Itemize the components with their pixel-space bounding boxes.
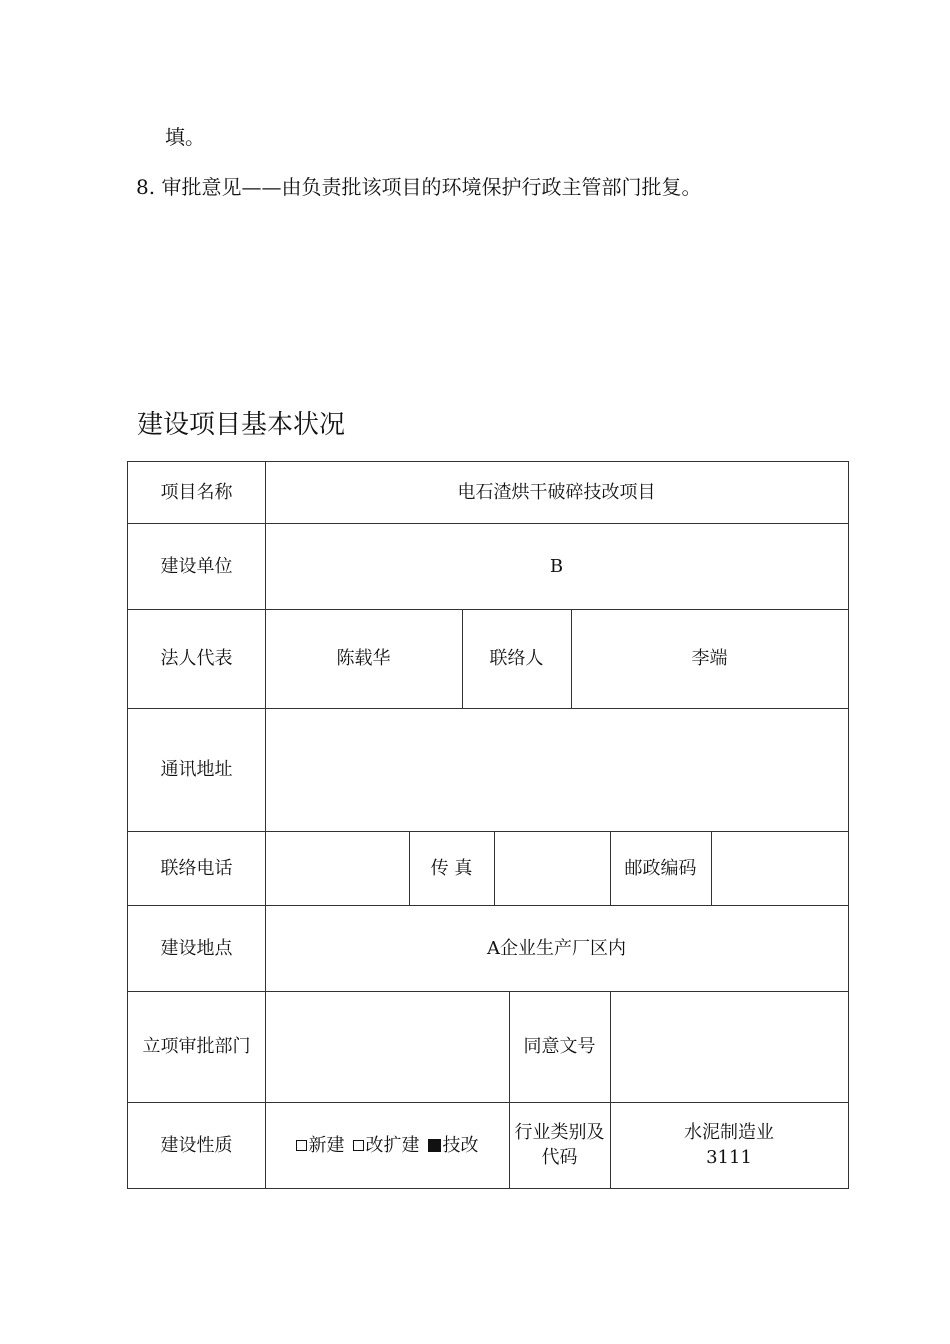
checkbox-icon xyxy=(296,1140,307,1151)
nature-option-expand[interactable] xyxy=(353,1133,420,1158)
postcode-label: 邮政编码 xyxy=(624,857,697,879)
postcode-value xyxy=(711,831,848,905)
contact-value: 李端 xyxy=(691,648,728,669)
nature-options xyxy=(265,1102,509,1188)
approval-dept-value xyxy=(265,991,509,1102)
nature-option-tech[interactable] xyxy=(428,1133,479,1158)
builder-label: 建设单位 xyxy=(160,555,233,577)
site-label: 建设地点 xyxy=(160,937,233,959)
builder-value: B xyxy=(549,555,564,577)
paragraph-approval-note: 8. 审批意见——由负责批该项目的环境保护行政主管部门批复。 xyxy=(136,175,702,199)
legal-rep-label: 法人代表 xyxy=(160,648,233,669)
industry-value-line1: 水泥制造业 xyxy=(684,1122,774,1143)
phone-label: 联络电话 xyxy=(160,857,233,879)
paragraph-line-1: 填。 xyxy=(165,125,205,149)
address-label: 通讯地址 xyxy=(160,759,233,780)
approval-no-label: 同意文号 xyxy=(523,1036,596,1057)
phone-value xyxy=(265,831,409,905)
section-title: 建设项目基本状况 xyxy=(137,410,346,440)
project-info-table xyxy=(127,461,849,1189)
nature-label: 建设性质 xyxy=(160,1134,233,1156)
industry-value-line2: 3111 xyxy=(706,1147,752,1168)
industry-label-line1: 行业类别及 xyxy=(514,1122,605,1143)
industry-label xyxy=(509,1102,610,1188)
legal-rep-value: 陈载华 xyxy=(336,648,391,669)
checkbox-icon xyxy=(353,1140,364,1151)
nature-option-new-label: 新建 xyxy=(308,1134,345,1156)
approval-no-value xyxy=(610,991,848,1102)
site-value: A企业生产厂区内 xyxy=(487,937,626,959)
industry-value xyxy=(610,1102,848,1188)
fax-value xyxy=(494,831,610,905)
checkbox-checked-icon xyxy=(428,1139,441,1152)
approval-dept-label: 立项审批部门 xyxy=(142,1036,251,1057)
industry-label-line2: 代码 xyxy=(541,1147,578,1168)
nature-option-new[interactable] xyxy=(296,1133,345,1158)
nature-option-tech-label: 技改 xyxy=(442,1134,479,1156)
address-value xyxy=(265,708,848,831)
project-name-value: 电石渣烘干破碎技改项目 xyxy=(457,482,656,503)
project-name-label: 项目名称 xyxy=(160,482,233,503)
nature-option-expand-label: 改扩建 xyxy=(365,1134,420,1156)
contact-label: 联络人 xyxy=(489,648,544,669)
fax-label: 传 真 xyxy=(430,857,473,879)
